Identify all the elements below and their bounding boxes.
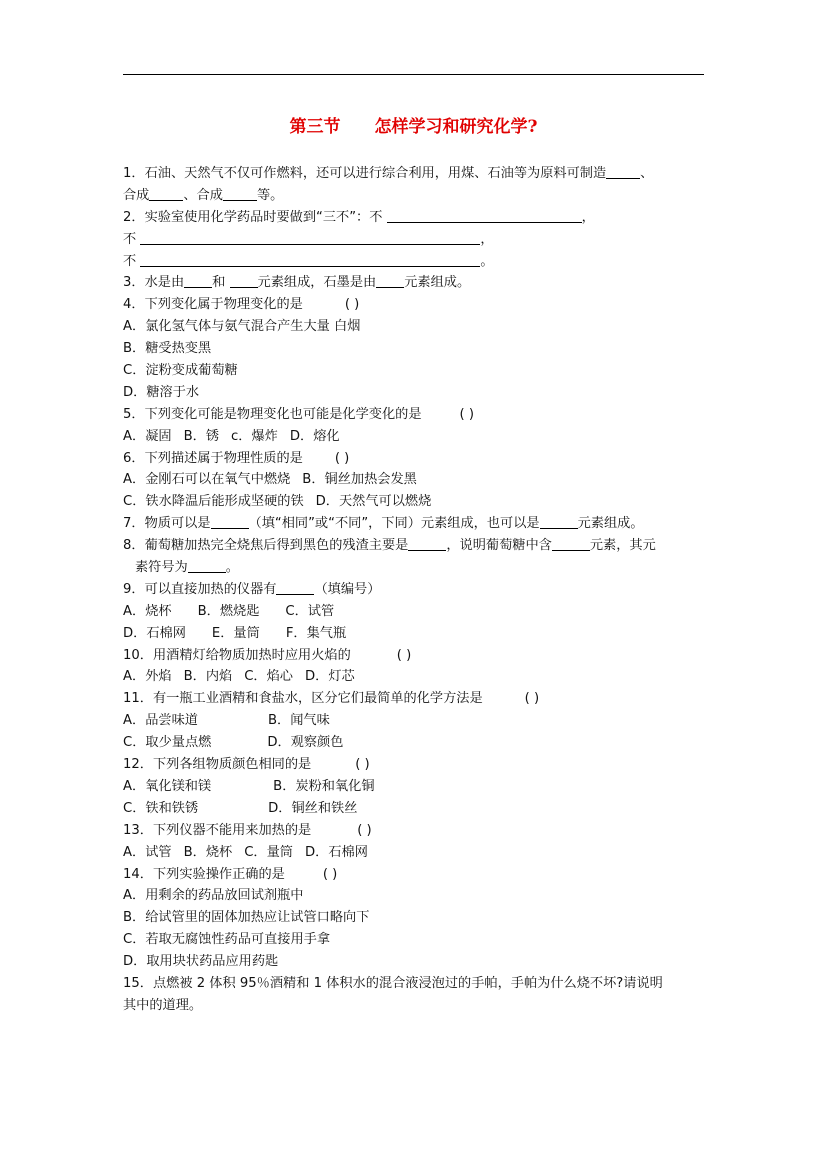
option: A．氯化氢气体与氨气混合产生大量 白烟 xyxy=(123,319,361,335)
header-rule xyxy=(123,74,704,75)
question-2-cont: 不 。 xyxy=(123,253,494,269)
option: A．用剩余的药品放回试剂瓶中 xyxy=(123,888,304,904)
blank xyxy=(211,514,249,529)
question-15: 15．点燃被 2 体积 95％酒精和 1 体积水的混合液浸泡过的手帕，手帕为什么烧不坏?请说明 xyxy=(123,975,663,991)
question-11: 11．有一瓶工业酒精和食盐水，区分它们最简单的化学方法是 ( ) xyxy=(123,691,540,707)
page-title xyxy=(0,112,827,137)
question-5: 5．下列变化可能是物理变化也可能是化学变化的是 ( ) xyxy=(123,406,474,422)
blank xyxy=(276,580,314,595)
options-row: A．外焰 B．内焰 C．焰心 D．灯芯 xyxy=(123,669,355,685)
question-7: 7．物质可以是 （填“相同”或“不同”，下同）元素组成，也可以是 元素组成。 xyxy=(123,516,644,532)
options-row: A．金刚石可以在氧气中燃烧 B．铜丝加热会发黑 xyxy=(123,472,417,488)
question-12: 12．下列各组物质颜色相同的是 ( ) xyxy=(123,757,370,773)
answer-paren: ( ) xyxy=(357,822,372,838)
question-3: 3．水是由 和 元素组成，石墨是由 元素组成。 xyxy=(123,275,471,291)
answer-paren: ( ) xyxy=(344,297,360,313)
blank xyxy=(149,186,183,201)
question-13: 13．下列仪器不能用来加热的是 ( ) xyxy=(123,822,372,838)
exercise-list xyxy=(123,163,709,1017)
answer-paren: ( ) xyxy=(459,406,474,422)
answer-paren: ( ) xyxy=(334,450,350,466)
blank xyxy=(376,273,404,288)
options-row: A．试管 B．烧杯 C．量筒 D．石棉网 xyxy=(123,844,368,860)
question-1-cont: 合成 、合成 等。 xyxy=(123,187,284,203)
question-4: 4．下列变化属于物理变化的是 ( ) xyxy=(123,297,360,313)
question-8: 8．葡萄糖加热完全烧焦后得到黑色的残渣主要是 ，说明葡萄糖中含 元素，其元 xyxy=(123,538,656,554)
options-row: A．凝固 B．锈 c．爆炸 D．熔化 xyxy=(123,428,340,444)
blank xyxy=(387,208,582,223)
blank xyxy=(606,164,640,179)
option: C．若取无腐蚀性药品可直接用手拿 xyxy=(123,932,331,948)
question-8-cont: 素符号为 。 xyxy=(135,560,239,576)
question-9: 9．可以直接加热的仪器有 （填编号） xyxy=(123,581,381,597)
options-row: A．氧化镁和镁 B．炭粉和氧化铜 xyxy=(123,778,375,794)
question-1: 1．石油、天然气不仅可作燃料，还可以进行综合利用，用煤、石油等为原料可制造 、 xyxy=(123,166,654,181)
question-6: 6．下列描述属于物理性质的是 ( ) xyxy=(123,450,350,466)
answer-paren: ( ) xyxy=(396,647,412,663)
option: D．取用块状药品应用药匙 xyxy=(123,954,279,970)
options-row: C．取少量点燃 D．观察颜色 xyxy=(123,735,344,751)
options-row: D．石棉网 E．量筒 F．集气瓶 xyxy=(123,625,347,641)
section-topic: 怎样学习和研究化学? xyxy=(374,117,538,137)
question-14: 14．下列实验操作正确的是 ( ) xyxy=(123,866,338,882)
blank xyxy=(184,273,212,288)
blank xyxy=(188,558,226,573)
options-row: C．铁水降温后能形成坚硬的铁 D．天然气可以燃烧 xyxy=(123,494,432,510)
section-number: 第三节 xyxy=(289,117,341,137)
blank xyxy=(140,230,480,245)
options-row: A．烧杯 B．燃烧匙 C．试管 xyxy=(123,603,335,619)
option: B．糖受热变黑 xyxy=(123,341,212,357)
question-2: 2．实验室使用化学药品时要做到“三不”：不 ， xyxy=(123,209,595,225)
blank xyxy=(223,186,257,201)
option: B．给试管里的固体加热应让试管口略向下 xyxy=(123,910,370,926)
options-row: C．铁和铁锈 D．铜丝和铁丝 xyxy=(123,800,358,816)
blank xyxy=(552,536,590,551)
blank xyxy=(540,514,578,529)
question-10: 10．用酒精灯给物质加热时应用火焰的 ( ) xyxy=(123,647,412,663)
blank xyxy=(140,252,480,267)
answer-paren: ( ) xyxy=(524,691,540,707)
option: D．糖溶于水 xyxy=(123,384,200,400)
option: C．淀粉变成葡萄糖 xyxy=(123,363,238,379)
options-row: A．品尝味道 B．闻气味 xyxy=(123,713,330,729)
question-2-cont: 不 ， xyxy=(123,231,494,247)
blank xyxy=(230,273,258,288)
blank xyxy=(408,536,446,551)
question-15-cont: 其中的道理。 xyxy=(123,997,203,1013)
answer-paren: ( ) xyxy=(322,866,338,882)
answer-paren: ( ) xyxy=(355,757,370,773)
